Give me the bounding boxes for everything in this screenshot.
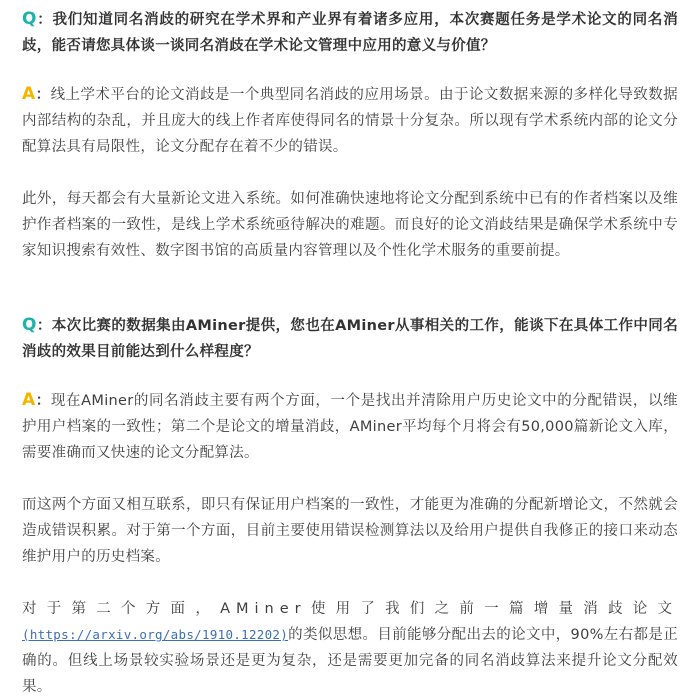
- q-marker-1: Q: [22, 9, 37, 29]
- qa-block-2: [22, 312, 678, 700]
- answer-2-paragraph-3-rest: 的类似思想。目前能够分配出去的论文中，90%左右都是正确的。但线上场景较实验场景还是更为复杂，还是需要更加完备的同名消歧算法来提升论文分配效果。: [22, 627, 678, 695]
- a-colon-1: ：: [35, 87, 51, 103]
- answer-1-paragraph-2: 此外，每天都会有大量新论文进入系统。如何准确快速地将论文分配到系统中已有的作者档案以及维护作者档案的一致性，是线上学术系统亟待解决的难题。而良好的论文消歧结果是确保学术系统中专家知识搜索有效性、数字图书馆的高质量内容管理以及个性化学术服务的重要前提。: [22, 191, 678, 259]
- a-colon-2: ：: [35, 393, 51, 409]
- question-1-text: 我们知道同名消歧的研究在学术界和产业界有着诸多应用，本次赛题任务是学术论文的同名消歧，能否请您具体谈一谈同名消歧在学术论文管理中应用的意义与价值？: [22, 12, 679, 54]
- answer-1-paragraph-1-text: 线上学术平台的论文消歧是一个典型同名消歧的应用场景。由于论文数据来源的多样化导致数据内部结构的杂乱，并且庞大的线上作者库使得同名的情景十分复杂。所以现有学术系统内部的论文分配算法具有局限性，论文分配存在着不少的错误。: [22, 87, 678, 155]
- question-2: [22, 312, 678, 365]
- answer-2-paragraph-3-lead: 对于第二个方面，AMiner使用了我们之前一篇增量消歧论文: [22, 601, 678, 617]
- answer-2-paragraph-2: 而这两个方面又相互联系，即只有保证用户档案的一致性，才能更为准确的分配新增论文，不然就会造成错误积累。对于第一个方面，目前主要使用错误检测算法以及给用户提供自我修正的接口来动态维护用户的历史档案。: [22, 497, 678, 565]
- question-1: [22, 6, 678, 59]
- q-marker-2: Q: [22, 315, 37, 335]
- a-marker-1: A: [22, 84, 36, 104]
- question-2-text: 本次比赛的数据集由AMiner提供，您也在AMiner从事相关的工作，能谈下在具体工作中同名消歧的效果目前能达到什么样程度？: [22, 318, 678, 360]
- q-colon-2: ：: [36, 318, 52, 334]
- qa-block-1: [22, 6, 678, 264]
- q-colon-1: ：: [36, 12, 53, 28]
- answer-2-paragraph-1-text: 现在AMiner的同名消歧主要有两个方面，一个是找出并清除用户历史论文中的分配错误，以维护用户档案的一致性；第二个是论文的增量消歧，AMiner平均每个月将会有50,000篇新论文入库，需要准确而又快速的论文分配算法。: [22, 393, 678, 461]
- answer-2-paragraph-3: [22, 596, 678, 700]
- answer-1-paragraph-1: [22, 81, 678, 160]
- arxiv-link[interactable]: (https://arxiv.org/abs/1910.12202): [22, 627, 289, 642]
- a-marker-2: A: [22, 390, 36, 410]
- answer-2-paragraph-1: [22, 387, 678, 466]
